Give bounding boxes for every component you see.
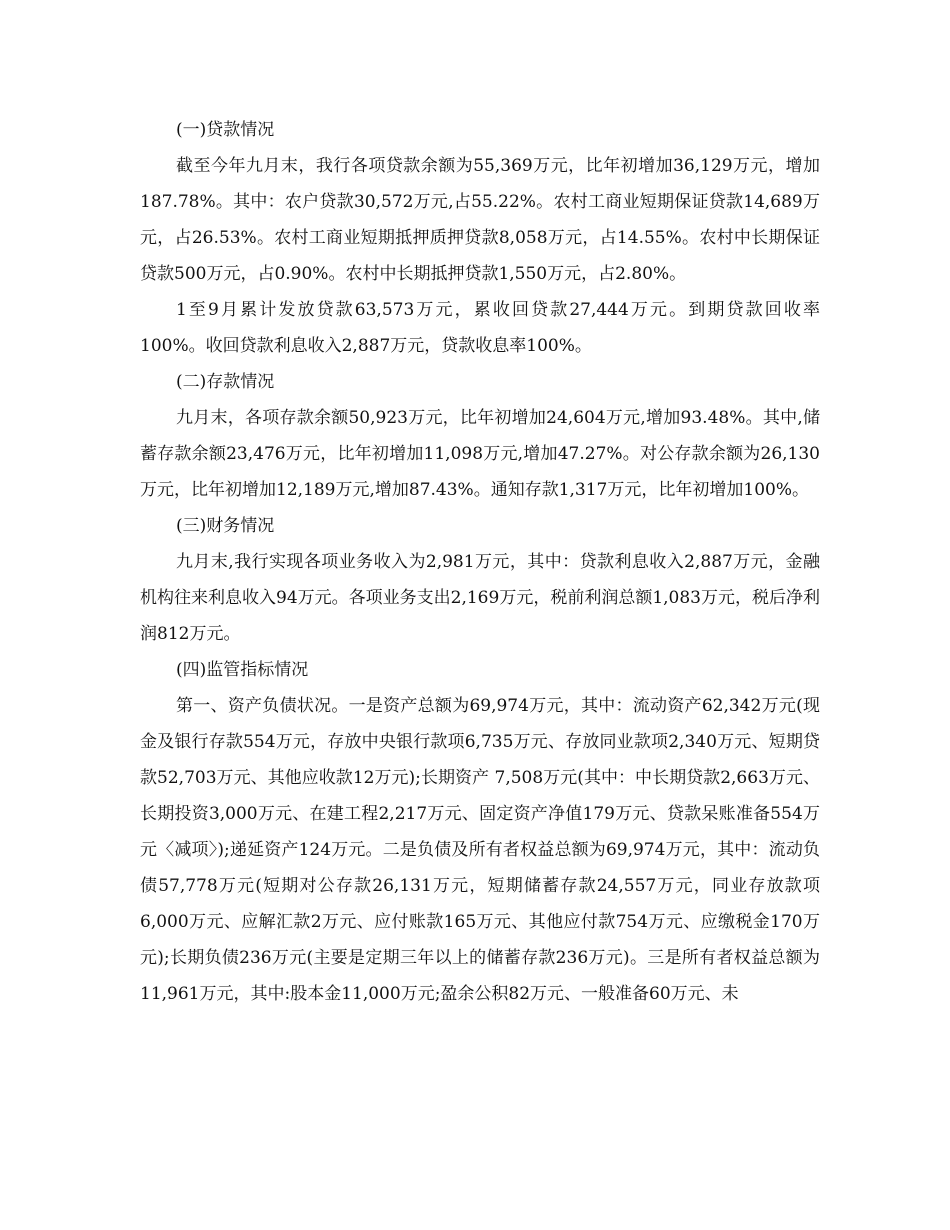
section-heading-deposits: (二)存款情况 xyxy=(176,372,275,392)
paragraph-finance: 九月末,我行实现各项业务收入为2,981万元，其中：贷款利息收入2,887万元，金融机构往来利息收入94万元。各项业务支出2,169万元，税前利润总额1,083万元，税后净利润812万元。 xyxy=(140,552,820,644)
paragraph-assets-liabilities: 第一、资产负债状况。一是资产总额为69,974万元，其中：流动资产62,342万元(现金及银行存款554万元，存放中央银行款项6,735万元、存放同业款项2,340万元、短期贷款52,703万元、其他应收款12万元);长期资产 7,508万元(其中：中长期贷款2,663万元、长期投资3,000万元、在建工程2,217万元、固定资产净值179万元、贷款呆账准备554万元〈减项〉);递延资产124万元。二是负债及所有者权益总额为69,974万元，其中：流动负债57,778万元(短期对公存款26,131万元，短期储蓄存款24,557万元，同业存放款项6,000万元、应解汇款2万元、应付账款165万元、其他应付款754万元、应缴税金170万元);长期负债236万元(主要是定期三年以上的储蓄存款236万元)。三是所有者权益总额为11,961万元，其中:股本金11,000万元;盈余公积82万元、一般准备60万元、未 xyxy=(140,696,820,1004)
section-heading-regulatory: (四)监管指标情况 xyxy=(176,660,309,680)
paragraph-loan-issuance: 1至9月累计发放贷款63,573万元，累收回贷款27,444万元。到期贷款回收率100%。收回贷款利息收入2,887万元，贷款收息率100%。 xyxy=(140,300,820,356)
section-heading-loans: (一)贷款情况 xyxy=(176,120,275,140)
paragraph-loan-balance: 截至今年九月末，我行各项贷款余额为55,369万元，比年初增加36,129万元，增加187.78%。其中：农户贷款30,572万元,占55.22%。农村工商业短期保证贷款14,689万元，占26.53%。农村工商业短期抵押质押贷款8,058万元，占14.55%。农村中长期保证贷款500万元，占0.90%。农村中长期抵押贷款1,550万元，占2.80%。 xyxy=(140,156,820,284)
document-body xyxy=(140,112,820,1012)
section-heading-finance: (三)财务情况 xyxy=(176,516,275,536)
paragraph-deposits: 九月末，各项存款余额50,923万元，比年初增加24,604万元,增加93.48%。其中,储蓄存款余额23,476万元，比年初增加11,098万元,增加47.27%。对公存款余额为26,130万元，比年初增加12,189万元,增加87.43%。通知存款1,317万元，比年初增加100%。 xyxy=(140,408,820,500)
